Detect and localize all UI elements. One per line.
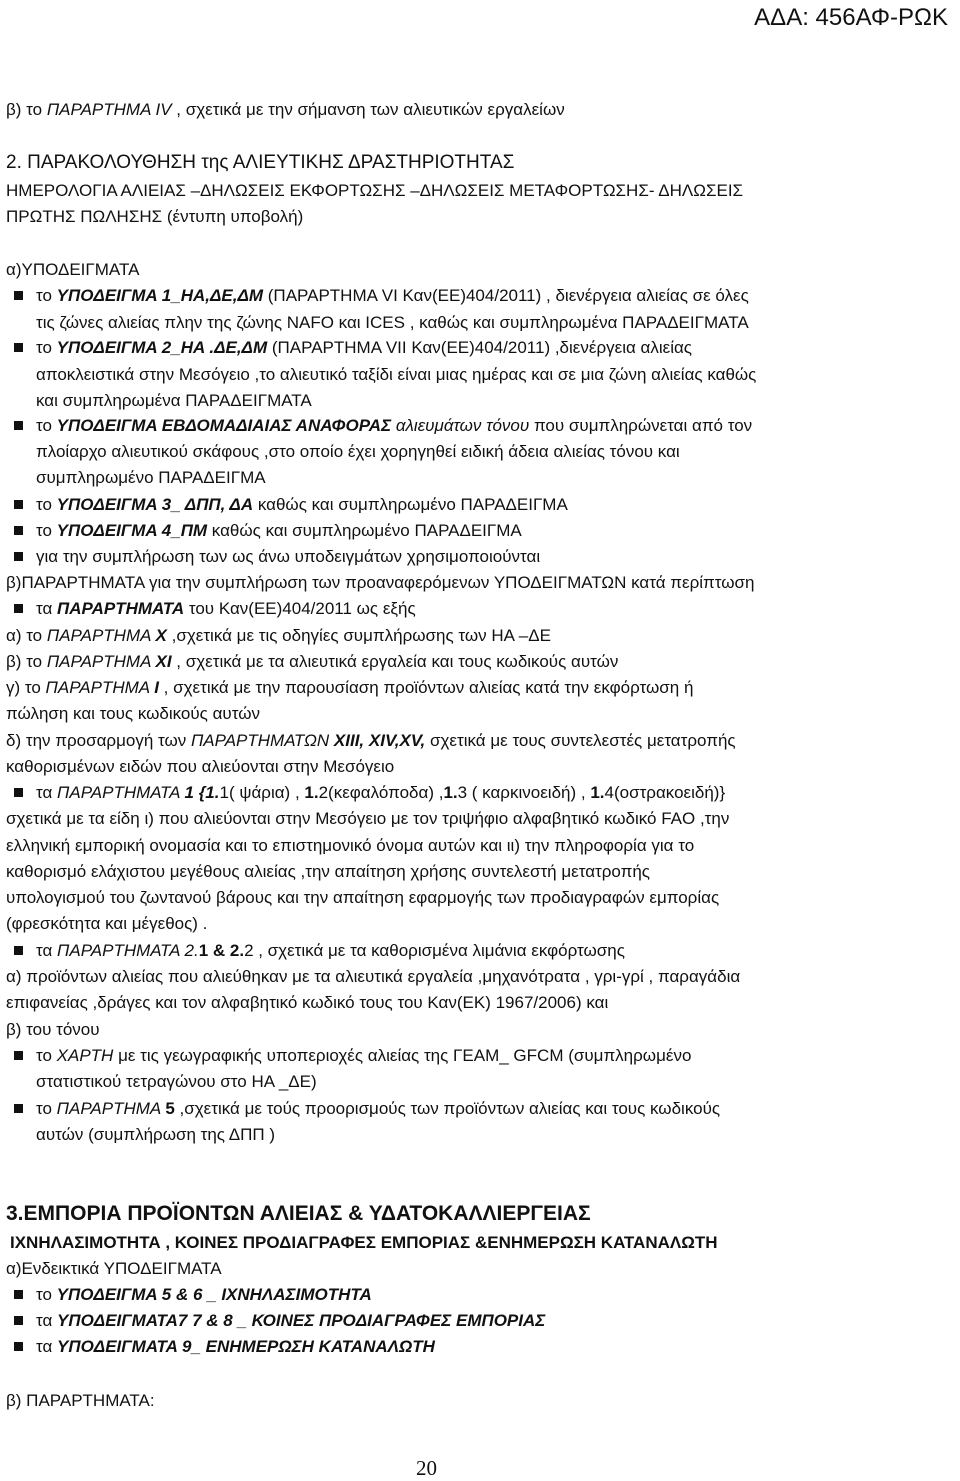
line-annex-5	[36, 1098, 720, 1120]
line-annex-i	[6, 677, 693, 699]
line-fill-in: για την συμπλήρωση των ως άνω υποδειγμάτων χρησιμοποιούνται	[36, 547, 541, 566]
bullet-icon	[14, 1342, 23, 1351]
bullet-icon	[14, 604, 23, 613]
text: τα	[36, 599, 58, 618]
text: καθώς και συμπληρωμένο ΠΑΡΑΔΕΙΓΜΑ	[253, 495, 568, 514]
bullet-icon	[14, 1290, 23, 1299]
text: 2 , σχετικά με τα καθορισμένα λιμάνια εκφόρτωσης	[244, 941, 625, 960]
text-bold: Ι	[154, 678, 159, 697]
line-species-cont3: υπολογισμού του ζωντανού βάρους και την απαίτηση εφαρμογής των προδιαγραφών εμπορίας	[6, 888, 720, 907]
line-templates-a: α)ΥΠΟΔΕΙΓΜΑΤΑ	[6, 260, 140, 279]
text: β) το	[6, 100, 47, 119]
text: β) το	[6, 652, 47, 671]
text-bold: 1.	[304, 783, 319, 802]
text-italic: ΠΑΡΑΡΤΗΜΑΤΑ	[57, 783, 185, 802]
line-annexes-b2: β) ΠΑΡΑΡΤΗΜΑΤΑ:	[6, 1391, 155, 1410]
text: 3 ( καρκινοειδή) ,	[457, 783, 591, 802]
line-template-9	[36, 1336, 435, 1358]
bullet-icon	[14, 1051, 23, 1060]
line-template-2-cont: αποκλειστικά στην Μεσόγειο ,το αλιευτικό ταξίδι είναι μιας ημέρας και σε μια ζώνη αλιείας καθώς	[36, 365, 757, 384]
line-template-2-cont2: και συμπληρωμένα ΠΑΡΑΔΕΙΓΜΑΤΑ	[36, 391, 312, 410]
line-ports-b: β) του τόνου	[6, 1020, 100, 1039]
line-annex-xiii-cont: καθορισμένων ειδών που αλιεύονται στην Μεσόγειο	[6, 757, 395, 776]
text: τα	[36, 783, 58, 802]
line-species: σχετικά με τα είδη ι) που αλιεύονται στην Μεσόγειο με τον τριψήφιο αλφαβητικό κωδικό FAO ,την	[6, 809, 730, 828]
line-map	[36, 1045, 691, 1067]
text-italic: ΠΑΡΑΡΤΗΜΑ	[45, 678, 155, 697]
text-italic: ΠΑΡΑΡΤΗΜΑ IV	[46, 100, 172, 119]
text: 4(οστρακοειδή)}	[604, 783, 726, 802]
text: , σχετικά με την σήμανση των αλιευτικών εργαλείων	[171, 100, 565, 119]
text-bold: ΥΠΟΔΕΙΓΜΑ 5 & 6 _ ΙΧΝΗΛΑΣΙΜΟΤΗΤΑ	[56, 1285, 372, 1304]
text-italic: ΠΑΡΑΡΤΗΜΑΤΩΝ	[190, 731, 330, 750]
line-annex-i-cont: πώληση και τους κωδικούς αυτών	[6, 704, 260, 723]
ada-header: ΑΔΑ: 456ΑΦ-ΡΩΚ	[754, 4, 948, 31]
line-annex-1	[36, 782, 725, 804]
text: το	[36, 521, 57, 540]
line-template-5-6	[36, 1284, 372, 1306]
bullet-icon	[14, 526, 23, 535]
line-template-7-8	[36, 1310, 545, 1332]
text-italic: ΠΑΡΑΡΤΗΜΑ	[46, 652, 156, 671]
text: το	[36, 1099, 57, 1118]
line-template-1-cont: τις ζώνες αλιείας πλην της ζώνης NAFO και ICES , καθώς και συμπληρωμένα ΠΑΡΑΔΕΙΓΜΑΤΑ	[36, 313, 749, 332]
section-3-heading: 3.ΕΜΠΟΡΙΑ ΠΡΟΪΟΝΤΩΝ ΑΛΙΕΙΑΣ & ΥΔΑΤΟΚΑΛΛΙΕΡΓΕΙΑΣ	[6, 1202, 591, 1225]
line-weekly-report-cont: πλοίαρχο αλιευτικού σκάφους ,στο οποίο έχει χορηγηθεί ειδική άδεια αλιείας τόνου και	[36, 442, 680, 461]
text-bold: Χ	[155, 626, 167, 645]
text-bold: ΥΠΟΔΕΙΓΜΑ 1_ΗΑ,ΔΕ,ΔΜ	[56, 286, 264, 305]
line-weekly-report	[36, 415, 752, 437]
text: , σχετικά με την παρουσίαση προϊόντων αλιείας κατά την εκφόρτωση ή	[158, 678, 694, 697]
text-bold: ΠΑΡΑΡΤΗΜΑΤΑ	[57, 599, 185, 618]
line-annex-xi	[6, 651, 618, 673]
text: το	[36, 1285, 57, 1304]
text: τα	[36, 1337, 58, 1356]
text: το	[36, 338, 57, 357]
text: σχετικά με τους συντελεστές μετατροπής	[425, 731, 736, 750]
line-map-cont: στατιστικού τετραγώνου στο ΗΑ _ΔΕ)	[36, 1072, 317, 1091]
bullet-icon	[14, 421, 23, 430]
text-italic: ΠΑΡΑΡΤΗΜΑ	[56, 1099, 166, 1118]
line-annexes-b: β)ΠΑΡΑΡΤΗΜΑΤΑ για την συμπλήρωση των προαναφερόμενων ΥΠΟΔΕΙΓΜΑΤΩΝ κατά περίπτωση	[6, 573, 755, 592]
line-annex-2	[36, 940, 625, 962]
text-bold: ΧΙ	[155, 652, 172, 671]
line-ports-a: α) προϊόντων αλιείας που αλιεύθηκαν με τα αλιευτικά εργαλεία ,μηχανότρατα , γρι-γρί , παραγάδια	[6, 967, 741, 986]
text-italic: ΠΑΡΑΡΤΗΜΑ	[46, 626, 156, 645]
text: με τις γεωγραφικής υποπεριοχές αλιείας της ΓΕΑΜ_ GFCM (συμπληρωμένο	[113, 1046, 692, 1065]
text: γ) το	[6, 678, 46, 697]
page-number: 20	[416, 1456, 437, 1480]
text: 2(κεφαλόποδα) ,	[318, 783, 444, 802]
line-species-cont2: καθορισμό ελάχιστου μεγέθους αλιείας ,την απαίτηση χρήσης συντελεστή μετατροπής	[6, 862, 650, 881]
text-bold: 5	[165, 1099, 175, 1118]
text-bold: ΥΠΟΔΕΙΓΜΑ 3_ ΔΠΠ, ΔΑ	[56, 495, 254, 514]
bullet-icon	[14, 1104, 23, 1113]
text: το	[36, 416, 57, 435]
text: α) το	[6, 626, 47, 645]
text-italic: ΧΑΡΤΗ	[56, 1046, 114, 1065]
text-bold: ΥΠΟΔΕΙΓΜΑ 4_ΠΜ	[56, 521, 208, 540]
text: το	[36, 286, 57, 305]
line-indicative-templates: α)Ενδεικτικά ΥΠΟΔΕΙΓΜΑΤΑ	[6, 1259, 222, 1278]
bullet-icon	[14, 946, 23, 955]
text: το	[36, 1046, 57, 1065]
text: τα	[36, 941, 58, 960]
text: (ΠΑΡΑΡΤΗΜΑ VI Καν(ΕΕ)404/2011) , διενέργεια αλιείας σε όλες	[263, 286, 749, 305]
text-bold: 1 {1.	[184, 783, 220, 802]
text-italic: αλιευμάτων τόνου	[391, 416, 530, 435]
line-template-3	[36, 494, 568, 516]
text: που συμπληρώνεται από τον	[529, 416, 753, 435]
text-bold: 1.	[443, 783, 458, 802]
text-bold: XIII, XIV,XV,	[329, 731, 426, 750]
text-bold: ΥΠΟΔΕΙΓΜΑ 2_ΗΑ .ΔΕ,ΔΜ	[56, 338, 268, 357]
line-template-2	[36, 337, 692, 359]
line-first-sale: ΠΡΩΤΗΣ ΠΩΛΗΣΗΣ (έντυπη υποβολή)	[6, 207, 304, 226]
line-annex-5-cont: αυτών (συμπλήρωση της ΔΠΠ )	[36, 1125, 276, 1144]
line-species-cont4: (φρεσκότητα και μέγεθος) .	[6, 914, 208, 933]
bullet-icon	[14, 788, 23, 797]
text-bold: 1.	[590, 783, 605, 802]
line-template-4	[36, 520, 522, 542]
text: τα	[36, 1311, 58, 1330]
line-species-cont: ελληνική εμπορική ονομασία και το επιστημονικό όνομα αυτών και ιι) την πληροφορία για το	[6, 836, 695, 855]
line-template-1	[36, 285, 749, 307]
text-bold: 1 &	[198, 941, 230, 960]
bullet-icon	[14, 500, 23, 509]
line-ports-a-cont: επιφανείας ,δράγες και τον αλφαβητικό κωδικό τους του Καν(ΕΚ) 1967/2006) και	[6, 993, 609, 1012]
bullet-icon	[14, 552, 23, 561]
line-traceability: ΙΧΝΗΛΑΣΙΜΟΤΗΤΑ , ΚΟΙΝΕΣ ΠΡΟΔΙΑΓΡΑΦΕΣ ΕΜΠΟΡΙΑΣ &ΕΝΗΜΕΡΩΣΗ ΚΑΤΑΝΑΛΩΤΗ	[10, 1233, 718, 1252]
text: το	[36, 495, 57, 514]
text-bold: ΥΠΟΔΕΙΓΜΑ ΕΒΔΟΜΑΔΙΑΙΑΣ ΑΝΑΦΟΡΑΣ	[56, 416, 392, 435]
line-annexes-reg	[36, 598, 416, 620]
bullet-icon	[14, 1316, 23, 1325]
text-bold: 2.	[229, 941, 245, 960]
bullet-icon	[14, 343, 23, 352]
text-bold: ΥΠΟΔΕΙΓΜΑΤΑ7 7 & 8 _ ΚΟΙΝΕΣ ΠΡΟΔΙΑΓΡΑΦΕΣ ΕΜΠΟΡΙΑΣ	[57, 1311, 546, 1330]
line-annex-x	[6, 625, 551, 647]
text: , σχετικά με τα αλιευτικά εργαλεία και τους κωδικούς αυτών	[171, 652, 619, 671]
bullet-icon	[14, 291, 23, 300]
text: (ΠΑΡΑΡΤΗΜΑ VII Καν(ΕΕ)404/2011) ,διενέργεια αλιείας	[267, 338, 693, 357]
text-bold: ΥΠΟΔΕΙΓΜΑΤΑ 9_ ΕΝΗΜΕΡΩΣΗ ΚΑΤΑΝΑΛΩΤΗ	[57, 1337, 435, 1356]
text: δ) την προσαρμογή των	[6, 731, 191, 750]
text: ,σχετικά με τούς προορισμούς των προϊόντων αλιείας και τους κωδικούς	[174, 1099, 721, 1118]
line-weekly-report-cont2: συμπληρωμένο ΠΑΡΑΔΕΙΓΜΑ	[36, 468, 266, 487]
text: ,σχετικά με τις οδηγίες συμπλήρωσης των ΗΑ –ΔΕ	[166, 626, 551, 645]
text: του Καν(ΕΕ)404/2011 ως εξής	[184, 599, 416, 618]
line-annex-iv	[6, 99, 565, 121]
section-2-heading: 2. ΠΑΡΑΚΟΛΟΥΘΗΣΗ της ΑΛΙΕΥΤΙΚΗΣ ΔΡΑΣΤΗΡΙΟΤΗΤΑΣ	[6, 152, 515, 173]
text: καθώς και συμπληρωμένο ΠΑΡΑΔΕΙΓΜΑ	[207, 521, 522, 540]
text-italic: ΠΑΡΑΡΤΗΜΑΤΑ 2.	[57, 941, 199, 960]
text: 1( ψάρια) ,	[219, 783, 305, 802]
line-logbooks: ΗΜΕΡΟΛΟΓΙΑ ΑΛΙΕΙΑΣ –ΔΗΛΩΣΕΙΣ ΕΚΦΟΡΤΩΣΗΣ –ΔΗΛΩΣΕΙΣ ΜΕΤΑΦΟΡΤΩΣΗΣ- ΔΗΛΩΣΕΙΣ	[6, 181, 744, 200]
line-annex-xiii	[6, 730, 736, 752]
